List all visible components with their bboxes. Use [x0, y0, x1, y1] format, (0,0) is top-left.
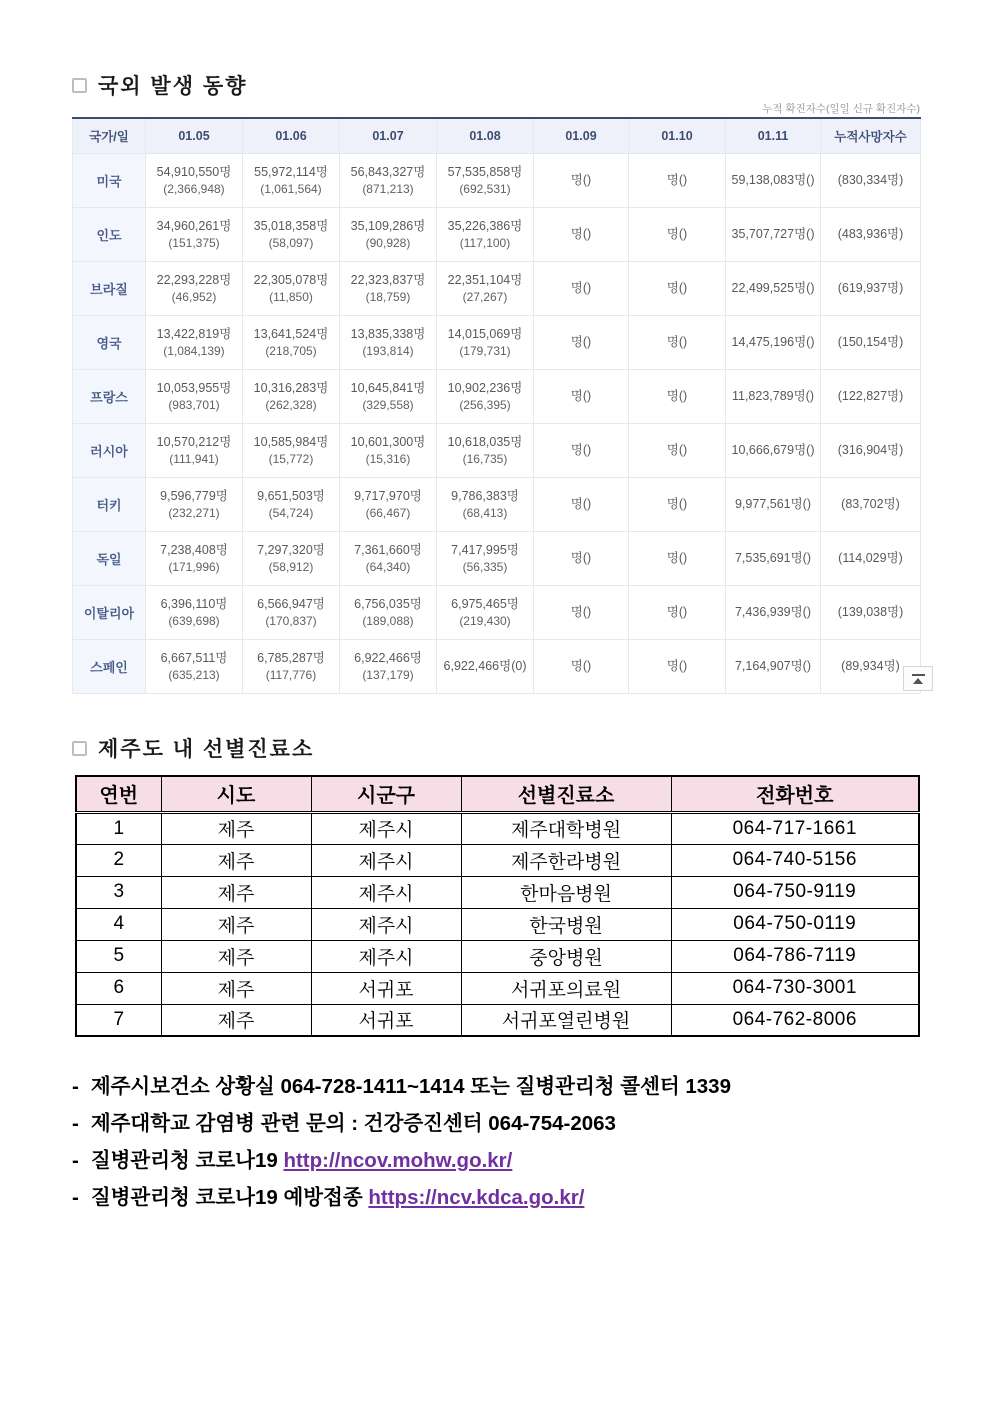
- overseas-table-head-row: [73, 118, 921, 153]
- stat-cell: 7,535,691명(): [726, 531, 821, 585]
- stat-cell: 7,164,907명(): [726, 639, 821, 693]
- stat-cell: (830,334명): [821, 153, 921, 207]
- contact-list: [72, 1068, 952, 1216]
- stat-cell: 명(): [534, 261, 629, 315]
- stat-cell: 10,585,984명 (15,772): [243, 423, 340, 477]
- stat-cell: 명(): [534, 639, 629, 693]
- country-name: 터키: [73, 477, 146, 531]
- stat-cell: (122,827명): [821, 369, 921, 423]
- country-name: 독일: [73, 531, 146, 585]
- clinic-name-cell: 서귀포열린병원: [461, 1004, 671, 1036]
- bullet-dash: -: [72, 1112, 79, 1135]
- district-cell: 제주시: [311, 812, 461, 844]
- stat-cell: 10,601,300명 (15,316): [340, 423, 437, 477]
- clinic-row: [76, 876, 919, 908]
- scroll-to-top-button[interactable]: [903, 666, 933, 691]
- contact-text: 질병관리청 코로나19 예방접종: [90, 1186, 363, 1209]
- country-row: [73, 639, 921, 693]
- stat-cell: 13,641,524명 (218,705): [243, 315, 340, 369]
- stat-cell: 10,570,212명 (111,941): [146, 423, 243, 477]
- stat-cell: 34,960,261명 (151,375): [146, 207, 243, 261]
- stat-cell: 명(): [629, 153, 726, 207]
- phone-number-cell: 064-762-8006: [671, 1004, 919, 1036]
- stat-cell: 명(): [534, 477, 629, 531]
- row-number: 3: [76, 876, 161, 908]
- district-cell: 제주시: [311, 844, 461, 876]
- stat-cell: 명(): [534, 369, 629, 423]
- stat-cell: 명(): [534, 315, 629, 369]
- section-title-text: 국외 발생 동향: [98, 75, 248, 98]
- external-link[interactable]: http://ncov.mohw.go.kr/: [283, 1149, 513, 1172]
- district-cell: 제주시: [311, 876, 461, 908]
- stat-cell: 명(): [629, 207, 726, 261]
- stat-cell: (114,029명): [821, 531, 921, 585]
- country-row: [73, 369, 921, 423]
- phone-number-cell: 064-730-3001: [671, 972, 919, 1004]
- clinic-name-cell: 서귀포의료원: [461, 972, 671, 1004]
- corner-header: 국가/일: [73, 118, 146, 153]
- stat-cell: 6,785,287명 (117,776): [243, 639, 340, 693]
- contact-line: [72, 1179, 952, 1216]
- province-cell: 제주: [161, 908, 311, 940]
- clinic-table-body: [76, 812, 919, 1036]
- country-name: 영국: [73, 315, 146, 369]
- bullet-dash: -: [72, 1075, 79, 1098]
- country-name: 이탈리아: [73, 585, 146, 639]
- district-cell: 서귀포: [311, 1004, 461, 1036]
- stat-cell: 14,475,196명(): [726, 315, 821, 369]
- country-name: 미국: [73, 153, 146, 207]
- stat-cell: 6,566,947명 (170,837): [243, 585, 340, 639]
- column-header: 01.09: [534, 118, 629, 153]
- stat-cell: 명(): [629, 261, 726, 315]
- stat-cell: 14,015,069명 (179,731): [437, 315, 534, 369]
- stat-cell: 명(): [534, 207, 629, 261]
- checkbox-bullet-icon: [72, 741, 87, 756]
- row-number: 4: [76, 908, 161, 940]
- country-row: [73, 207, 921, 261]
- country-name: 프랑스: [73, 369, 146, 423]
- phone-number-cell: 064-717-1661: [671, 812, 919, 844]
- row-number: 2: [76, 844, 161, 876]
- stat-cell: (150,154명): [821, 315, 921, 369]
- column-header: 누적사망자수: [821, 118, 921, 153]
- stat-cell: 7,297,320명 (58,912): [243, 531, 340, 585]
- clinic-row: [76, 940, 919, 972]
- top-arrow-icon: [912, 674, 925, 676]
- stat-cell: 명(): [629, 585, 726, 639]
- column-header: 01.06: [243, 118, 340, 153]
- stat-cell: 명(): [534, 531, 629, 585]
- stat-cell: 9,651,503명 (54,724): [243, 477, 340, 531]
- stat-cell: 56,843,327명 (871,213): [340, 153, 437, 207]
- country-name: 인도: [73, 207, 146, 261]
- stat-cell: 명(): [629, 477, 726, 531]
- country-row: [73, 153, 921, 207]
- stat-cell: 7,238,408명 (171,996): [146, 531, 243, 585]
- phone-number-cell: 064-786-7119: [671, 940, 919, 972]
- province-cell: 제주: [161, 812, 311, 844]
- phone-number-cell: 064-750-9119: [671, 876, 919, 908]
- stat-cell: (483,936명): [821, 207, 921, 261]
- overseas-table-body: [73, 153, 921, 693]
- stat-cell: 22,305,078명 (11,850): [243, 261, 340, 315]
- stat-cell: 10,902,236명 (256,395): [437, 369, 534, 423]
- clinic-name-cell: 제주대학병원: [461, 812, 671, 844]
- column-header: 01.05: [146, 118, 243, 153]
- section-title-text: 제주도 내 선별진료소: [98, 738, 315, 761]
- stat-cell: 10,053,955명 (983,701): [146, 369, 243, 423]
- top-arrow-icon: [913, 678, 923, 684]
- country-row: [73, 423, 921, 477]
- province-cell: 제주: [161, 876, 311, 908]
- stat-cell: 55,972,114명 (1,061,564): [243, 153, 340, 207]
- clinic-row: [76, 1004, 919, 1036]
- country-row: [73, 261, 921, 315]
- clinic-row: [76, 908, 919, 940]
- table-unit-note: 누적 확진자수(일일 신규 확진자수): [762, 103, 920, 115]
- contact-line: [72, 1142, 952, 1179]
- stat-cell: 35,226,386명 (117,100): [437, 207, 534, 261]
- stat-cell: 10,666,679명(): [726, 423, 821, 477]
- stat-cell: (139,038명): [821, 585, 921, 639]
- column-header: 연번: [76, 776, 161, 812]
- stat-cell: 명(): [629, 369, 726, 423]
- clinic-name-cell: 제주한라병원: [461, 844, 671, 876]
- stat-cell: (619,937명): [821, 261, 921, 315]
- stat-cell: 22,351,104명 (27,267): [437, 261, 534, 315]
- stat-cell: 6,922,466명 (137,179): [340, 639, 437, 693]
- clinic-name-cell: 한국병원: [461, 908, 671, 940]
- stat-cell: 9,596,779명 (232,271): [146, 477, 243, 531]
- stat-cell: 11,823,789명(): [726, 369, 821, 423]
- column-header: 01.11: [726, 118, 821, 153]
- stat-cell: 7,417,995명 (56,335): [437, 531, 534, 585]
- section-title-clinics: [72, 733, 314, 763]
- stat-cell: 35,707,727명(): [726, 207, 821, 261]
- stat-cell: 6,756,035명 (189,088): [340, 585, 437, 639]
- district-cell: 제주시: [311, 908, 461, 940]
- stat-cell: 59,138,083명(): [726, 153, 821, 207]
- country-row: [73, 531, 921, 585]
- stat-cell: 9,977,561명(): [726, 477, 821, 531]
- country-row: [73, 585, 921, 639]
- country-name: 러시아: [73, 423, 146, 477]
- clinic-table: [75, 775, 920, 1037]
- stat-cell: 35,018,358명 (58,097): [243, 207, 340, 261]
- column-header: 01.10: [629, 118, 726, 153]
- stat-cell: 명(): [534, 153, 629, 207]
- stat-cell: 명(): [629, 315, 726, 369]
- stat-cell: 명(): [629, 639, 726, 693]
- province-cell: 제주: [161, 1004, 311, 1036]
- column-header: 시군구: [311, 776, 461, 812]
- province-cell: 제주: [161, 844, 311, 876]
- stat-cell: 10,618,035명 (16,735): [437, 423, 534, 477]
- country-row: [73, 315, 921, 369]
- contact-text: 질병관리청 코로나19: [90, 1149, 278, 1172]
- stat-cell: 22,323,837명 (18,759): [340, 261, 437, 315]
- external-link[interactable]: https://ncv.kdca.go.kr/: [368, 1186, 585, 1209]
- row-number: 7: [76, 1004, 161, 1036]
- column-header: 01.07: [340, 118, 437, 153]
- clinic-row: [76, 844, 919, 876]
- country-name: 스페인: [73, 639, 146, 693]
- clinic-name-cell: 중앙병원: [461, 940, 671, 972]
- phone-number-cell: 064-750-0119: [671, 908, 919, 940]
- province-cell: 제주: [161, 972, 311, 1004]
- stat-cell: (83,702명): [821, 477, 921, 531]
- district-cell: 제주시: [311, 940, 461, 972]
- stat-cell: 22,499,525명(): [726, 261, 821, 315]
- row-number: 6: [76, 972, 161, 1004]
- column-header: 01.08: [437, 118, 534, 153]
- stat-cell: 6,667,511명 (635,213): [146, 639, 243, 693]
- stat-cell: 22,293,228명 (46,952): [146, 261, 243, 315]
- stat-cell: 6,975,465명 (219,430): [437, 585, 534, 639]
- contact-line: [72, 1068, 952, 1105]
- stat-cell: 명(): [534, 423, 629, 477]
- stat-cell: 6,922,466명(0): [437, 639, 534, 693]
- bullet-dash: -: [72, 1149, 79, 1172]
- column-header: 선별진료소: [461, 776, 671, 812]
- stat-cell: 57,535,858명 (692,531): [437, 153, 534, 207]
- row-number: 5: [76, 940, 161, 972]
- stat-cell: 35,109,286명 (90,928): [340, 207, 437, 261]
- province-cell: 제주: [161, 940, 311, 972]
- country-row: [73, 477, 921, 531]
- clinic-name-cell: 한마음병원: [461, 876, 671, 908]
- overseas-table: [72, 117, 921, 694]
- district-cell: 서귀포: [311, 972, 461, 1004]
- stat-cell: 명(): [534, 585, 629, 639]
- stat-cell: (89,934명): [821, 639, 921, 693]
- clinic-row: [76, 972, 919, 1004]
- row-number: 1: [76, 812, 161, 844]
- column-header: 시도: [161, 776, 311, 812]
- contact-text: 제주대학교 감염병 관련 문의 : 건강증진센터 064-754-2063: [90, 1112, 616, 1135]
- clinic-row: [76, 812, 919, 844]
- stat-cell: 9,786,383명 (68,413): [437, 477, 534, 531]
- section-title-overseas: [72, 70, 247, 100]
- stat-cell: 13,835,338명 (193,814): [340, 315, 437, 369]
- phone-number-cell: 064-740-5156: [671, 844, 919, 876]
- contact-text: 제주시보건소 상황실 064-728-1411~1414 또는 질병관리청 콜센터 1339: [90, 1075, 731, 1098]
- stat-cell: 9,717,970명 (66,467): [340, 477, 437, 531]
- clinic-table-head-row: [76, 776, 919, 812]
- contact-line: [72, 1105, 952, 1142]
- stat-cell: 명(): [629, 531, 726, 585]
- column-header: 전화번호: [671, 776, 919, 812]
- stat-cell: 명(): [629, 423, 726, 477]
- stat-cell: 7,436,939명(): [726, 585, 821, 639]
- stat-cell: (316,904명): [821, 423, 921, 477]
- bullet-dash: -: [72, 1186, 79, 1209]
- stat-cell: 54,910,550명 (2,366,948): [146, 153, 243, 207]
- checkbox-bullet-icon: [72, 78, 87, 93]
- country-name: 브라질: [73, 261, 146, 315]
- stat-cell: 10,645,841명 (329,558): [340, 369, 437, 423]
- stat-cell: 6,396,110명 (639,698): [146, 585, 243, 639]
- stat-cell: 10,316,283명 (262,328): [243, 369, 340, 423]
- stat-cell: 13,422,819명 (1,084,139): [146, 315, 243, 369]
- stat-cell: 7,361,660명 (64,340): [340, 531, 437, 585]
